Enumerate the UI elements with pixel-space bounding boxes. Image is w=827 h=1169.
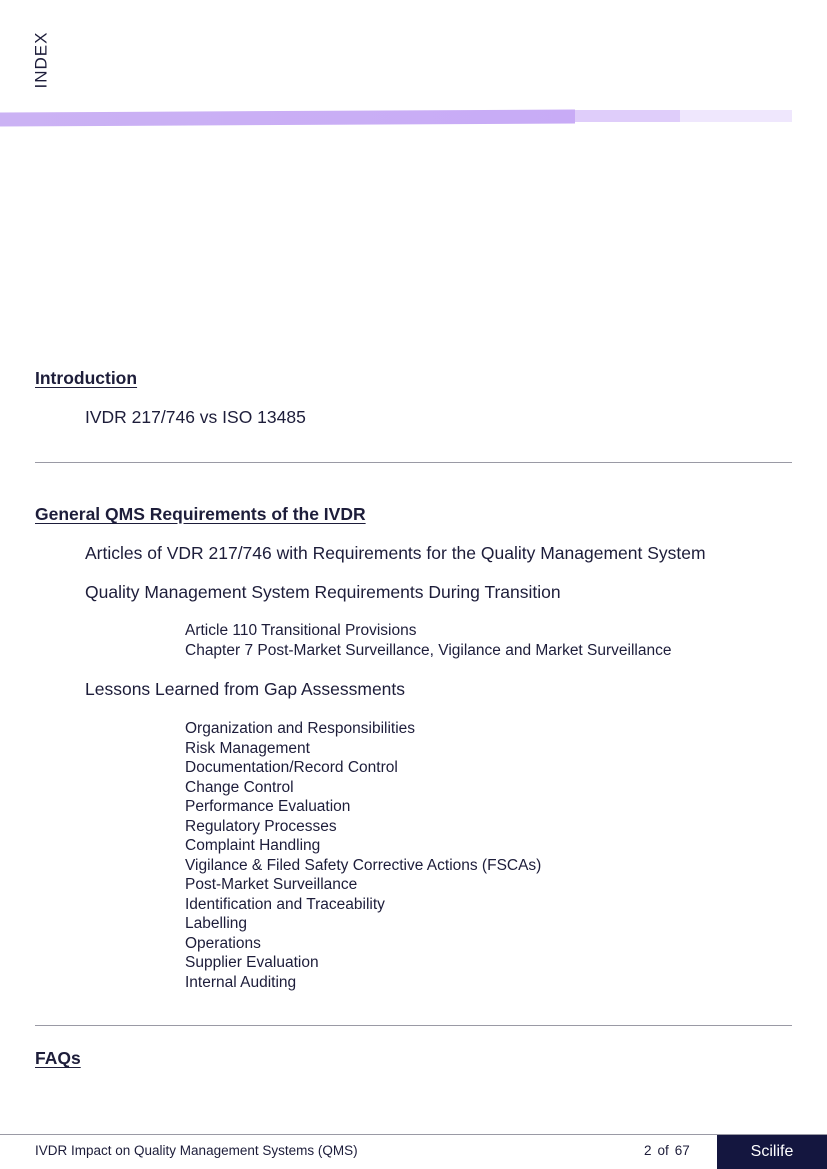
toc-subitem-change-control[interactable]: Change Control	[185, 778, 294, 796]
section-divider	[35, 462, 792, 463]
footer-divider	[0, 1134, 827, 1135]
toc-heading-faqs[interactable]: FAQs	[35, 1048, 81, 1068]
transition-subitems-list	[185, 621, 671, 660]
toc-subitem-post-market-surveillance[interactable]: Post-Market Surveillance	[185, 876, 358, 893]
toc-heading-introduction[interactable]: Introduction	[35, 368, 138, 388]
page-number	[644, 1143, 696, 1158]
toc-subitem-supplier-evaluation[interactable]: Supplier Evaluation	[185, 954, 319, 971]
toc-subitem-complaint-handling[interactable]: Complaint Handling	[185, 837, 321, 854]
page-total: 67	[674, 1143, 690, 1158]
toc-subitem-article-110[interactable]: Article 110 Transitional Provisions	[185, 622, 417, 639]
toc-item-articles[interactable]: Articles of VDR 217/746 with Requirements for the Quality Management System	[85, 543, 706, 563]
index-label: INDEX	[31, 31, 50, 89]
toc-subitem-performance-evaluation[interactable]: Performance Evaluation	[185, 798, 351, 815]
section-divider	[35, 1025, 792, 1026]
toc-subitem-identification-traceability[interactable]: Identification and Traceability	[185, 895, 385, 913]
toc-subitem-chapter-7[interactable]: Chapter 7 Post-Market Surveillance, Vigilance and Market Surveillance	[185, 641, 672, 659]
footer-document-title: IVDR Impact on Quality Management Systems (QMS)	[35, 1143, 358, 1158]
accent-bar-secondary	[575, 110, 680, 122]
page-current: 2	[644, 1143, 652, 1158]
page-section-label	[23, 31, 59, 89]
brand-logo	[717, 1135, 827, 1169]
toc-subitem-labelling[interactable]: Labelling	[185, 915, 248, 932]
toc-item-lessons[interactable]: Lessons Learned from Gap Assessments	[85, 679, 406, 699]
brand-name: Scilife	[750, 1143, 794, 1160]
toc-heading-general-qms[interactable]: General QMS Requirements of the IVDR	[35, 504, 366, 524]
accent-bar-primary	[0, 109, 575, 126]
toc-subitem-risk-management[interactable]: Risk Management	[185, 739, 310, 757]
page-of: of	[657, 1143, 669, 1158]
accent-bar-tertiary	[680, 110, 792, 122]
toc-item-transition[interactable]: Quality Management System Requirements During Transition	[85, 582, 561, 602]
toc-item-ivdr-vs-iso[interactable]: IVDR 217/746 vs ISO 13485	[85, 407, 306, 427]
toc-subitem-internal-auditing[interactable]: Internal Auditing	[185, 973, 297, 991]
toc-subitem-vigilance-fscas[interactable]: Vigilance & Filed Safety Corrective Actions (FSCAs)	[185, 856, 542, 874]
toc-subitem-operations[interactable]: Operations	[185, 934, 261, 952]
toc-subitem-regulatory-processes[interactable]: Regulatory Processes	[185, 817, 337, 835]
toc-subitem-organization[interactable]: Organization and Responsibilities	[185, 720, 416, 737]
lessons-subitems-list	[185, 719, 541, 992]
toc-subitem-documentation[interactable]: Documentation/Record Control	[185, 759, 398, 776]
